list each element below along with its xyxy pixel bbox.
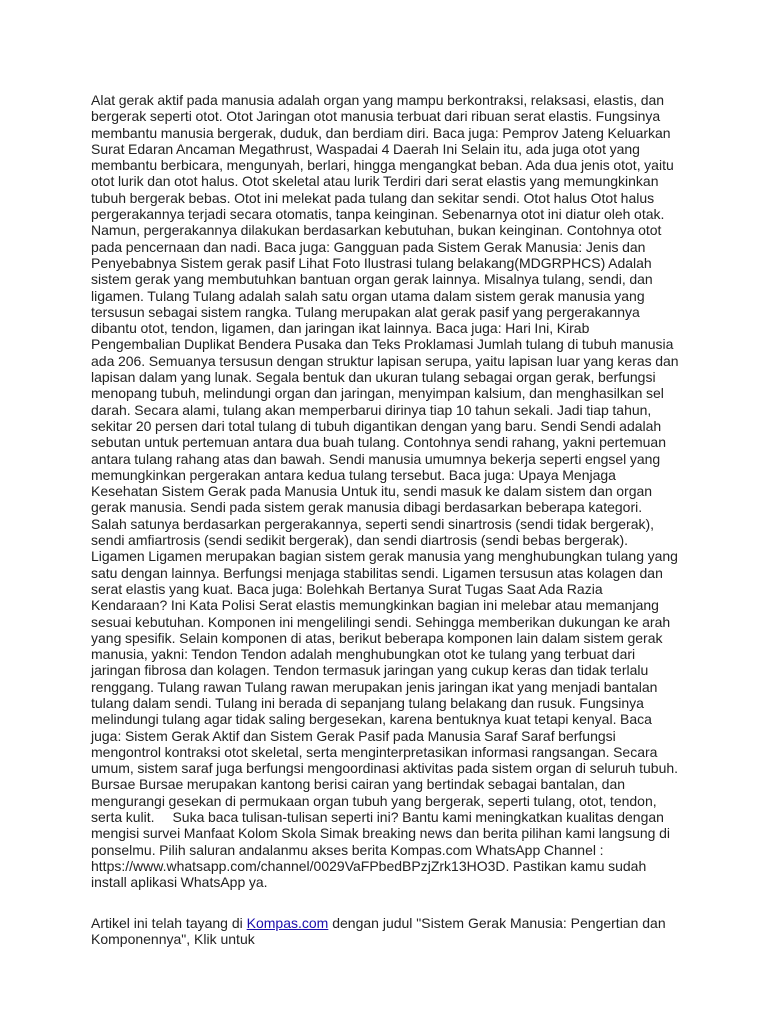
article-page bbox=[91, 92, 683, 947]
footer-suffix: dengan judul "Sistem Gerak Manusia: Pengertian dan Komponennya", Klik untuk bbox=[91, 914, 666, 947]
article-body: Alat gerak aktif pada manusia adalah organ yang mampu berkontraksi, relaksasi, elastis, dan bergerak seperti otot. Otot Jaringan otot manusia terbuat dari ribuan serat elastis. Fungsinya membantu manusia bergerak, duduk, dan berdiam diri. Baca juga: Pemprov Jateng Keluarkan Surat Edaran Ancaman Megathrust, Waspadai 4 Daerah Ini Selain itu, ada juga otot yang membantu berbicara, mengunyah, berlari, hingga mengangkat beban. Ada dua jenis otot, yaitu otot lurik dan otot halus. Otot skeletal atau lurik Terdiri dari serat elastis yang memungkinkan tubuh bergerak bebas. Otot ini melekat pada tulang dan sekitar sendi. Otot halus Otot halus pergerakannya terjadi secara otomatis, tanpa keinginan. Sebenarnya otot ini diatur oleh otak. Namun, pergerakannya dilakukan berdasarkan kebutuhan, bukan keinginan. Contohnya otot pada pencernaan dan nadi. Baca juga: Gangguan pada Sistem Gerak Manusia: Jenis dan Penyebabnya Sistem gerak pasif Lihat Foto Ilustrasi tulang belakang(MDGRPHCS) Adalah sistem gerak yang membutuhkan bantuan organ gerak lainnya. Misalnya tulang, sendi, dan ligamen. Tulang Tulang adalah salah satu organ utama dalam sistem gerak manusia yang tersusun sebagai sistem rangka. Tulang merupakan alat gerak pasif yang pergerakannya dibantu otot, tendon, ligamen, dan jaringan ikat lainnya. Baca juga: Hari Ini, Kirab Pengembalian Duplikat Bendera Pusaka dan Teks Proklamasi Jumlah tulang di tubuh manusia ada 206. Semuanya tersusun dengan struktur lapisan serupa, yaitu lapisan luar yang keras dan lapisan dalam yang lunak. Segala bentuk dan ukuran tulang sebagai organ gerak, berfungsi menopang tubuh, melindungi organ dan jaringan, menyimpan kalsium, dan menghasilkan sel darah. Secara alami, tulang akan memperbarui dirinya tiap 10 tahun sekali. Jadi tiap tahun, sekitar 20 persen dari total tulang di tubuh digantikan dengan yang baru. Sendi Sendi adalah sebutan untuk pertemuan antara dua buah tulang. Contohnya sendi rahang, yakni pertemuan antara tulang rahang atas dan bawah. Sendi manusia umumnya bekerja seperti engsel yang memungkinkan pergerakan antara kedua tulang tersebut. Baca juga: Upaya Menjaga Kesehatan Sistem Gerak pada Manusia Untuk itu, sendi masuk ke dalam sistem dan organ gerak manusia. Sendi pada sistem gerak manusia dibagi berdasarkan beberapa kategori. Salah satunya berdasarkan pergerakannya, seperti sendi sinartrosis (sendi tidak bergerak), sendi amfiartrosis (sendi sedikit bergerak), dan sendi diartrosis (sendi bebas bergerak). Ligamen Ligamen merupakan bagian sistem gerak manusia yang menghubungkan tulang yang satu dengan lainnya. Berfungsi menjaga stabilitas sendi. Ligamen tersusun atas kolagen dan serat elastis yang kuat. Baca juga: Bolehkah Bertanya Surat Tugas Saat Ada Razia Kendaraan? Ini Kata Polisi Serat elastis memungkinkan bagian ini melebar atau memanjang sesuai kebutuhan. Komponen ini mengelilingi sendi. Sehingga memberikan dukungan ke arah yang spesifik. Selain komponen di atas, berikut beberapa komponen lain dalam sistem gerak manusia, yakni: Tendon Tendon adalah menghubungkan otot ke tulang yang terbuat dari jaringan fibrosa dan kolagen. Tendon termasuk jaringan yang cukup keras dan tidak terlalu renggang. Tulang rawan Tulang rawan merupakan jenis jaringan ikat yang menjadi bantalan tulang dalam sendi. Tulang ini berada di sepanjang tulang belakang dan rusuk. Fungsinya melindungi tulang agar tidak saling bergesekan, karena bentuknya kuat tetapi kenyal. Baca juga: Sistem Gerak Aktif dan Sistem Gerak Pasif pada Manusia Saraf Saraf berfungsi mengontrol kontraksi otot skeletal, serta menginterpretasikan informasi rangsangan. Secara umum, sistem saraf juga berfungsi mengoordinasi aktivitas pada sistem organ di seluruh tubuh. Bursae Bursae merupakan kantong berisi cairan yang bertindak sebagai bantalan, dan mengurangi gesekan di permukaan organ tubuh yang bergerak, seperti tulang, otot, tendon, serta kulit. Suka baca tulisan-tulisan seperti ini? Bantu kami meningkatkan kualitas dengan mengisi survei Manfaat Kolom Skola Simak breaking news dan berita pilihan kami langsung di ponselmu. Pilih saluran andalanmu akses berita Kompas.com WhatsApp Channel : https://www.whatsapp.com/channel/0029VaFPbedBPzjZrk13HO3D. Pastikan kamu sudah install aplikasi WhatsApp ya. bbox=[91, 92, 683, 891]
footer-prefix: Artikel ini telah tayang di bbox=[91, 914, 247, 931]
article-footer bbox=[91, 915, 679, 948]
kompas-link[interactable]: Kompas.com bbox=[246, 914, 329, 931]
